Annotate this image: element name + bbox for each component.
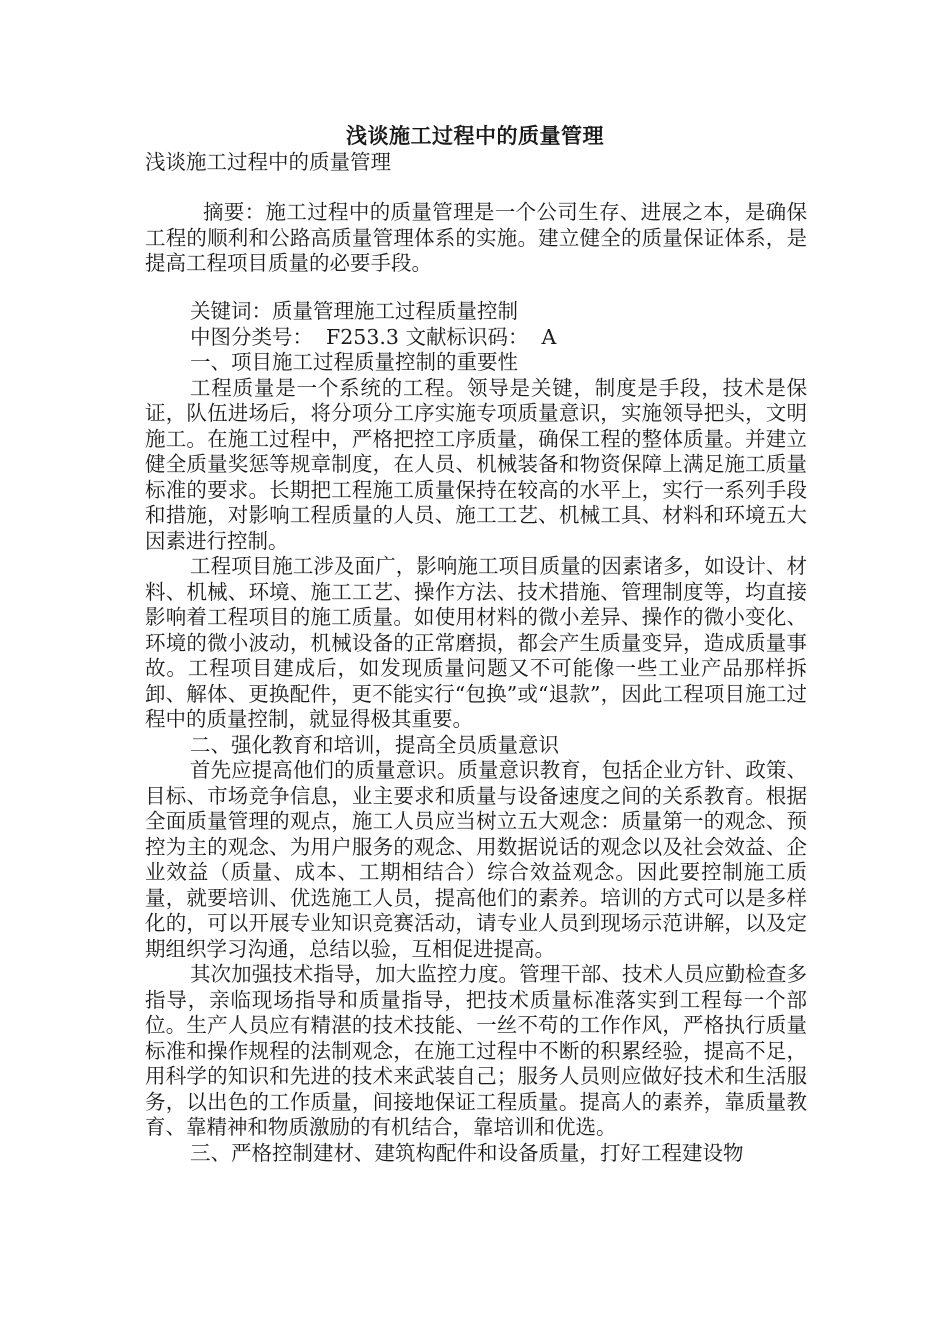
document-subtitle: 浅谈施工过程中的质量管理 xyxy=(145,150,391,174)
document-title: 浅谈施工过程中的质量管理 xyxy=(346,123,604,148)
paragraph-2: 工程项目施工涉及面广，影响施工项目质量的因素诸多，如设计、材料、机械、环境、施工工艺、操作方法、技术措施、管理制度等，均直接影响着工程项目的施工质量。如使用材料的微小差异、操作的微小变化、环境的微小波动，机械设备的正常磨损，都会产生质量变异，造成质量事故。工程项目建成后，如发现质量问题又不可能像一些工业产品那样拆卸、解体、更换配件，更不能实行“包换”或“退款”，因此工程项目施工过程中的质量控制，就显得极其重要。 xyxy=(145,554,807,731)
section-2-heading: 二、强化教育和培训，提高全员质量意识 xyxy=(190,732,559,757)
section-3-heading: 三、严格控制建材、建筑构配件和设备质量，打好工程建设物 xyxy=(190,1140,744,1165)
paragraph-3: 首先应提高他们的质量意识。质量意识教育，包括企业方针、政策、目标、市场竞争信息，业主要求和质量与设备速度之间的关系教育。根据全面质量管理的观点，施工人员应当树立五大观念：质量第一的观念、预控为主的观念、为用户服务的观念、用数据说话的观念以及社会效益、企业效益（质量、成本、工期相结合）综合效益观念。因此要控制施工质量，就要培训、优选施工人员，提高他们的素养。培训的方式可以是多样化的，可以开展专业知识竞赛活动，请专业人员到现场示范讲解，以及定期组织学习沟通，总结以验，互相促进提高。 xyxy=(145,758,807,961)
document-body xyxy=(145,299,807,1166)
abstract-paragraph: 摘要：施工过程中的质量管理是一个公司生存、进展之本，是确保工程的顺利和公路高质量管理体系的实施。建立健全的质量保证体系，是提高工程项目质量的必要手段。 xyxy=(145,200,807,275)
paragraph-4: 其次加强技术指导，加大监控力度。管理干部、技术人员应勤检查多指导，亲临现场指导和质量指导，把技术质量标准落实到工程每一个部位。生产人员应有精湛的技术技能、一丝不苟的工作作风，严格执行质量标准和操作规程的法制观念，在施工过程中不断的积累经验，提高不足，用科学的知识和先进的技术来武装自己；服务人员则应做好技术和生活服务，以出色的工作质量，间接地保证工程质量。提高人的素养，靠质量教育、靠精神和物质激励的有机结合，靠培训和优选。 xyxy=(145,962,807,1139)
section-1-heading: 一、项目施工过程质量控制的重要性 xyxy=(190,350,518,374)
paragraph-1: 工程质量是一个系统的工程。领导是关键，制度是手段，技术是保证，队伍进场后，将分项分工序实施专项质量意识，实施领导把头，文明施工。在施工过程中，严格把控工序质量，确保工程的整体质量。并建立健全质量奖惩等规章制度，在人员、机械装备和物资保障上满足施工质量标准的要求。长期把工程施工质量保持在较高的水平上，实行一系列手段和措施，对影响工程质量的人员、施工工艺、机械工具、材料和环境五大因素进行控制。 xyxy=(145,375,807,553)
classification-line: 中图分类号： F253.3 文献标识码： A xyxy=(190,324,557,349)
keywords-line: 关键词：质量管理施工过程质量控制 xyxy=(190,299,518,323)
